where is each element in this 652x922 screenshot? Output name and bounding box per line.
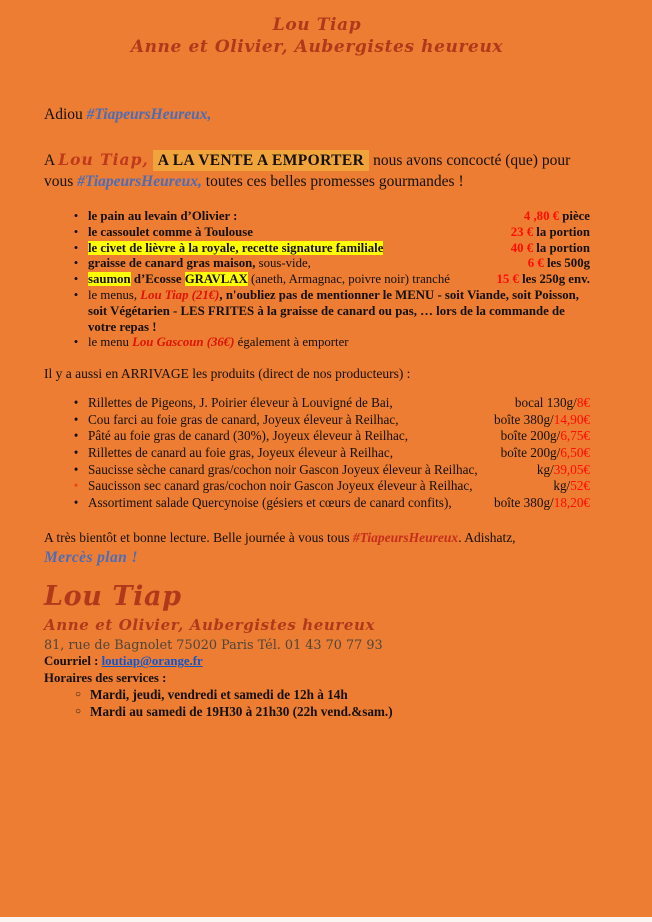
product-item-row bbox=[64, 462, 590, 479]
menu-item-row bbox=[64, 256, 590, 272]
item-price bbox=[501, 428, 590, 445]
text-segment: 23 € bbox=[510, 224, 534, 239]
bullet-marker: • bbox=[73, 395, 79, 411]
menu-item-row bbox=[64, 272, 590, 288]
text-segment: les 250g env. bbox=[518, 272, 590, 287]
text-segment: boîte 380g/ bbox=[494, 411, 554, 427]
closing-paragraph bbox=[44, 529, 590, 567]
text-segment: Lou Gascoun (36€) bbox=[132, 335, 235, 350]
text-segment: 39,05€ bbox=[553, 461, 590, 477]
restaurant-tagline-header: Anne et Olivier, Aubergistes heureux bbox=[130, 37, 504, 57]
signature-name: Lou Tiap bbox=[44, 581, 182, 613]
menu-item-row bbox=[64, 209, 590, 225]
text-segment: kg/ bbox=[553, 478, 571, 494]
menu-item-row bbox=[64, 225, 590, 241]
item-text bbox=[90, 704, 590, 720]
email-line bbox=[44, 653, 590, 670]
item-text bbox=[88, 412, 494, 429]
producer-products-list bbox=[44, 395, 590, 511]
text-segment: également à emporter bbox=[234, 335, 349, 350]
greeting-line bbox=[44, 106, 590, 124]
item-price bbox=[511, 241, 590, 257]
text-segment: le civet de lièvre à la royale, recette signature familiale bbox=[88, 240, 384, 255]
text-segment: sous-vide, bbox=[255, 256, 311, 271]
intro-mid: nous avons concocté (que) pour vous bbox=[44, 152, 571, 190]
bullet-marker: ○ bbox=[74, 705, 82, 717]
product-item-row bbox=[64, 395, 590, 412]
page-header bbox=[44, 14, 590, 58]
text-segment: Assortiment salade Quercynoise (gésiers et cœurs de canard confits), bbox=[88, 494, 452, 510]
text-segment: 6,75€ bbox=[560, 428, 590, 444]
text-segment: la portion bbox=[533, 240, 590, 255]
item-text bbox=[88, 495, 494, 512]
menu-item-row bbox=[64, 241, 590, 257]
product-item-row bbox=[64, 412, 590, 429]
email-label: Courriel : bbox=[44, 654, 102, 669]
item-text bbox=[88, 241, 511, 257]
brand-name-inline: Lou Tiap, bbox=[58, 150, 149, 169]
text-segment: , bbox=[219, 287, 226, 302]
item-price bbox=[524, 209, 590, 225]
text-segment: kg/ bbox=[536, 461, 554, 477]
vente-a-emporter-highlight: A LA VENTE A EMPORTER bbox=[153, 150, 370, 171]
text-segment: la portion bbox=[533, 224, 590, 239]
intro-tail: toutes ces belles promesses gourmandes ! bbox=[201, 173, 464, 190]
item-price bbox=[553, 478, 590, 495]
text-segment: le cassoulet comme à Toulouse bbox=[88, 224, 253, 239]
bullet-marker: • bbox=[73, 428, 79, 444]
text-segment: 8€ bbox=[576, 395, 590, 411]
text-segment: saumon bbox=[88, 272, 131, 287]
text-segment: le pain au levain d’Olivier : bbox=[88, 209, 238, 223]
signature-block bbox=[44, 581, 590, 687]
item-text bbox=[90, 687, 590, 703]
text-segment: 52€ bbox=[570, 478, 590, 494]
item-text bbox=[88, 256, 528, 272]
greeting-text: Adiou bbox=[44, 106, 87, 123]
text-segment: 18,20€ bbox=[553, 494, 590, 510]
item-price bbox=[515, 395, 590, 412]
text-segment: graisse de canard gras maison, bbox=[88, 256, 256, 271]
text-segment: Pâté au foie gras de canard (30%), Joyeux éleveur à Reilhac, bbox=[88, 428, 409, 444]
text-segment: 4 ,80 € bbox=[523, 209, 560, 223]
hashtag-tiapeurs: #TiapeursHeureux, bbox=[86, 106, 212, 123]
text-segment: Saucisson sec canard gras/cochon noir Gascon Joyeux éleveur à Reilhac, bbox=[88, 478, 473, 494]
email-link[interactable]: loutiap@orange.fr bbox=[101, 654, 203, 669]
item-text bbox=[88, 272, 496, 288]
closing-tail: . Adishatz, bbox=[458, 530, 516, 546]
text-segment: le menus, bbox=[88, 287, 141, 302]
restaurant-name-header: Lou Tiap bbox=[272, 15, 362, 35]
bullet-marker: • bbox=[73, 287, 79, 302]
text-segment: Saucisse sèche canard gras/cochon noir Gascon Joyeux éleveur à Reilhac, bbox=[88, 461, 478, 477]
item-price bbox=[494, 495, 590, 512]
text-segment: 40 € bbox=[510, 240, 534, 255]
menu-item-row bbox=[64, 335, 590, 351]
text-segment: boîte 380g/ bbox=[494, 494, 554, 510]
bullet-marker: • bbox=[73, 478, 79, 494]
merces-plan-line: Mercès plan ! bbox=[44, 549, 138, 567]
bullet-marker: • bbox=[73, 335, 79, 350]
text-segment: n'oubliez pas de mentionner le MENU - soit Viande, soit Poisson, soit Végétarien - LES FRITES à la graisse de canard ou pas, … lors de la commande de votre repas ! bbox=[88, 287, 579, 334]
text-segment: 14,90€ bbox=[553, 411, 590, 427]
text-segment: 6,50€ bbox=[560, 444, 590, 460]
service-hours-row bbox=[66, 687, 590, 703]
bullet-marker: • bbox=[73, 224, 79, 239]
item-price bbox=[501, 445, 590, 462]
text-segment: boîte 200g/ bbox=[500, 428, 561, 444]
item-text bbox=[88, 395, 515, 412]
item-text bbox=[88, 288, 590, 335]
bullet-marker: • bbox=[73, 444, 79, 460]
item-price bbox=[537, 462, 590, 479]
text-segment: Lou Tiap (21€) bbox=[140, 287, 220, 302]
text-segment: bocal 130g/ bbox=[514, 395, 577, 411]
address-line: 81, rue de Bagnolet 75020 Paris Tél. 01 43 70 77 93 bbox=[44, 638, 383, 654]
page-bottom-edge bbox=[0, 917, 652, 922]
bullet-marker: • bbox=[73, 272, 79, 287]
text-segment: d’Ecosse bbox=[130, 272, 185, 287]
arrivage-intro: Il y a aussi en ARRIVAGE les produits (direct de nos producteurs) : bbox=[44, 366, 411, 382]
closing-text: A très bientôt et bonne lecture. Belle journée à vous tous bbox=[44, 530, 353, 546]
text-segment: GRAVLAX bbox=[184, 272, 248, 287]
item-price bbox=[511, 225, 590, 241]
item-price bbox=[494, 412, 590, 429]
bullet-marker: • bbox=[73, 411, 79, 427]
takeaway-menu-list bbox=[44, 209, 590, 351]
intro-paragraph bbox=[44, 149, 590, 192]
item-text bbox=[88, 209, 524, 225]
item-price bbox=[528, 256, 590, 272]
text-segment: les 500g bbox=[543, 256, 590, 271]
hashtag-tiapeurs: #TiapeursHeureux bbox=[352, 530, 459, 546]
bullet-marker: • bbox=[73, 461, 79, 477]
text-segment: 6 € bbox=[527, 256, 544, 271]
signature-subtitle: Anne et Olivier, Aubergistes heureux bbox=[44, 616, 376, 635]
text-segment: pièce bbox=[559, 209, 590, 223]
text-segment: le menu bbox=[88, 335, 133, 350]
intro-lead: A bbox=[44, 152, 59, 169]
text-segment: Rillettes de Pigeons, J. Poirier éleveur à Louvigné de Bai, bbox=[88, 395, 393, 411]
text-segment: Mardi au samedi de 19H30 à 21h30 (22h vend.&sam.) bbox=[90, 703, 393, 719]
product-item-row bbox=[64, 478, 590, 495]
item-text bbox=[88, 428, 501, 445]
hours-label: Horaires des services : bbox=[44, 671, 167, 686]
service-hours-list bbox=[44, 687, 590, 720]
text-segment: Cou farci au foie gras de canard, Joyeux éleveur à Reilhac, bbox=[88, 411, 399, 427]
bullet-marker: • bbox=[73, 240, 79, 255]
product-item-row bbox=[64, 428, 590, 445]
text-segment: boîte 200g/ bbox=[500, 444, 561, 460]
bullet-marker: • bbox=[73, 494, 79, 510]
menu-item-row bbox=[64, 288, 590, 335]
text-segment: Rillettes de canard au foie gras, Joyeux éleveur à Reilhac, bbox=[88, 444, 394, 460]
bullet-marker: • bbox=[73, 209, 79, 223]
item-price bbox=[496, 272, 590, 288]
text-segment: (aneth, Armagnac, poivre noir) tranché bbox=[247, 272, 450, 287]
item-text bbox=[88, 225, 511, 241]
bullet-marker: ○ bbox=[74, 689, 82, 701]
product-item-row bbox=[64, 445, 590, 462]
item-text bbox=[88, 445, 501, 462]
item-text bbox=[88, 335, 590, 351]
product-item-row bbox=[64, 495, 590, 512]
text-segment: 15 € bbox=[496, 272, 519, 287]
item-text bbox=[88, 478, 553, 495]
bullet-marker: • bbox=[73, 256, 79, 271]
text-segment: Mardi, jeudi, vendredi et samedi de 12h à 14h bbox=[90, 687, 348, 703]
item-text bbox=[88, 462, 537, 479]
hashtag-tiapeurs: #TiapeursHeureux, bbox=[77, 173, 202, 190]
service-hours-row bbox=[66, 704, 590, 720]
